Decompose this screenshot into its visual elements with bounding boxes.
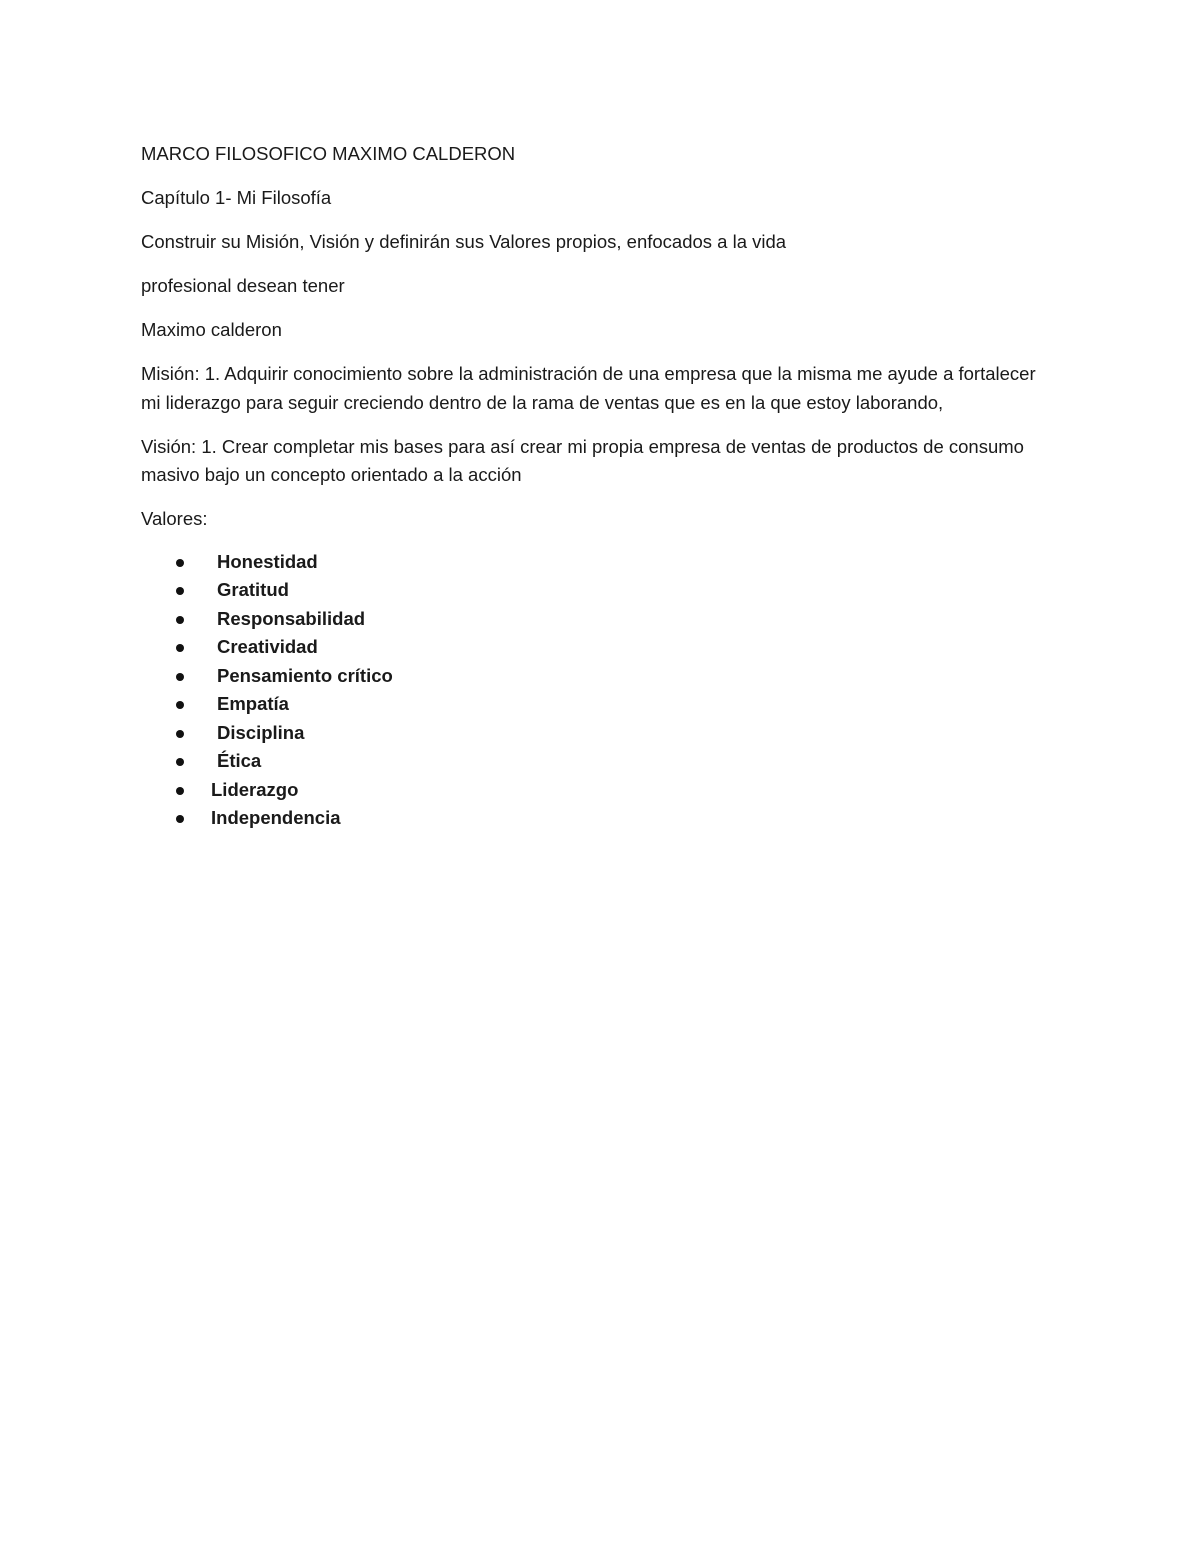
list-item bbox=[141, 690, 1041, 719]
value-label: Independencia bbox=[211, 807, 341, 828]
list-item bbox=[141, 747, 1041, 776]
value-label: Disciplina bbox=[217, 721, 305, 743]
bullet-icon bbox=[176, 616, 184, 624]
bullet-icon bbox=[176, 701, 184, 709]
list-item bbox=[141, 605, 1041, 634]
list-item bbox=[141, 548, 1041, 577]
list-item bbox=[141, 662, 1041, 691]
value-label: Honestidad bbox=[217, 550, 318, 572]
instruction-line-1: Construir su Misión, Visión y definirán sus Valores propios, enfocados a la vida bbox=[141, 231, 787, 252]
list-item bbox=[141, 719, 1041, 748]
document-body bbox=[141, 140, 1041, 833]
bullet-icon bbox=[176, 730, 184, 738]
list-item bbox=[141, 633, 1041, 662]
author-name: Maximo calderon bbox=[141, 319, 282, 340]
values-list bbox=[141, 548, 1041, 833]
bullet-icon bbox=[176, 815, 184, 823]
bullet-icon bbox=[176, 673, 184, 681]
list-item bbox=[141, 776, 1041, 805]
bullet-icon bbox=[176, 587, 184, 595]
values-heading: Valores: bbox=[141, 508, 208, 529]
list-item bbox=[141, 576, 1041, 605]
value-label: Creatividad bbox=[217, 636, 318, 657]
value-label: Pensamiento crítico bbox=[217, 664, 393, 686]
bullet-icon bbox=[176, 559, 184, 567]
value-label: Responsabilidad bbox=[217, 607, 366, 629]
chapter-heading: Capítulo 1- Mi Filosofía bbox=[141, 187, 332, 208]
list-item bbox=[141, 804, 1041, 833]
document-title: MARCO FILOSOFICO MAXIMO CALDERON bbox=[141, 143, 516, 164]
value-label: Ética bbox=[217, 750, 262, 771]
instruction-line-2: profesional desean tener bbox=[141, 275, 345, 296]
bullet-icon bbox=[176, 758, 184, 766]
value-label: Empatía bbox=[217, 693, 289, 714]
vision-paragraph: Visión: 1. Crear completar mis bases para así crear mi propia empresa de ventas de productos de consumo masivo bajo un concepto orientado a la acción bbox=[141, 435, 1024, 485]
value-label: Liderazgo bbox=[211, 778, 299, 800]
bullet-icon bbox=[176, 644, 184, 652]
bullet-icon bbox=[176, 787, 184, 795]
mission-paragraph: Misión: 1. Adquirir conocimiento sobre la administración de una empresa que la misma me ayude a fortalecer mi liderazgo para seguir creciendo dentro de la rama de ventas que es en la que estoy laborando, bbox=[141, 363, 1036, 413]
value-label: Gratitud bbox=[217, 579, 289, 600]
